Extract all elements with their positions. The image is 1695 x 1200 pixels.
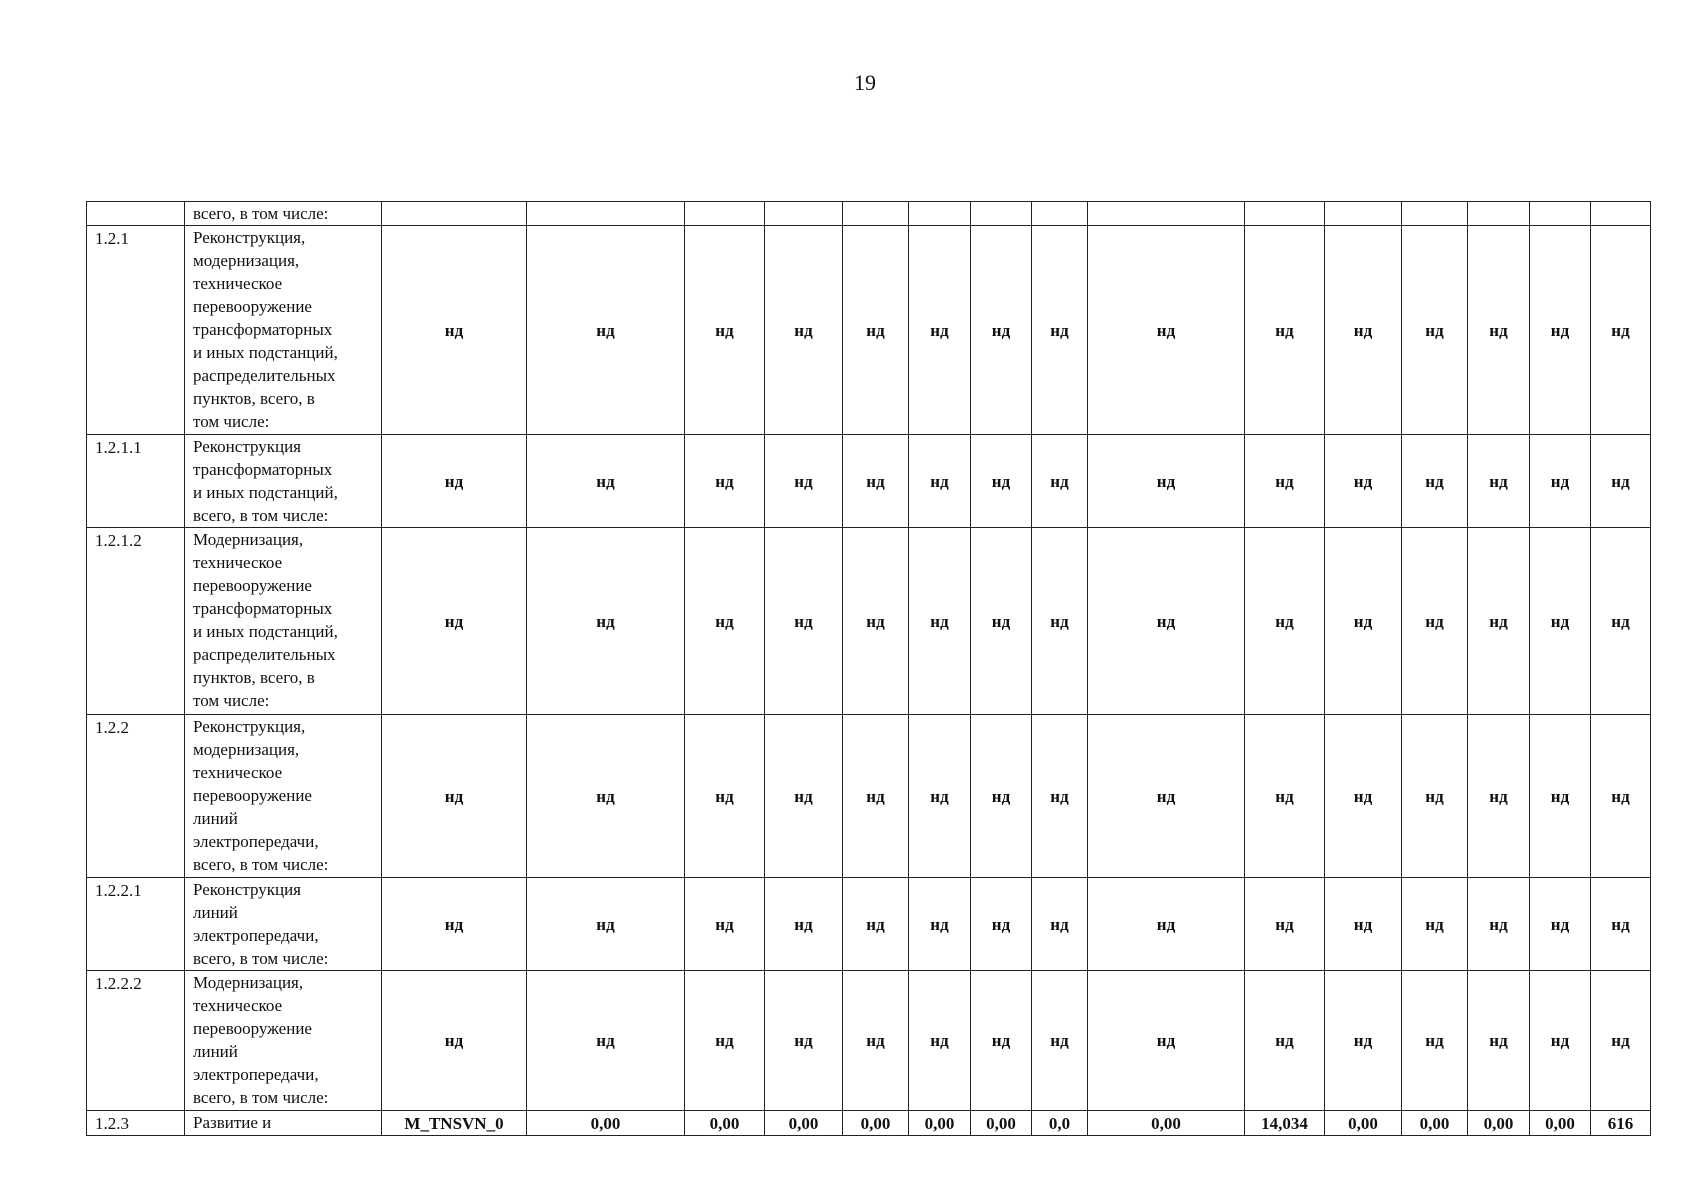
value-cell: нд (685, 226, 765, 435)
row-name-cell: Реконструкция линий электропередачи, всего, в том числе: (185, 878, 382, 971)
value-cell: нд (1591, 971, 1651, 1111)
value-cell: 0,00 (1325, 1111, 1402, 1136)
row-number-cell: 1.2.1.1 (87, 435, 185, 528)
value-cell (971, 202, 1032, 226)
value-cell: 0,00 (527, 1111, 685, 1136)
row-number-cell: 1.2.2.1 (87, 878, 185, 971)
value-cell: нд (1032, 715, 1088, 878)
value-cell: нд (971, 878, 1032, 971)
value-cell: нд (1325, 878, 1402, 971)
value-cell: нд (843, 878, 909, 971)
value-cell: нд (1591, 435, 1651, 528)
value-cell: нд (382, 435, 527, 528)
value-cell: 0,00 (1088, 1111, 1245, 1136)
value-cell: 0,00 (1468, 1111, 1530, 1136)
value-cell: 0,00 (909, 1111, 971, 1136)
row-number-cell (87, 202, 185, 226)
value-cell: нд (1088, 971, 1245, 1111)
value-cell: нд (1402, 715, 1468, 878)
value-cell: 0,00 (685, 1111, 765, 1136)
value-cell: нд (1032, 971, 1088, 1111)
value-cell: 0,00 (765, 1111, 843, 1136)
value-cell: нд (1245, 226, 1325, 435)
value-cell: нд (765, 435, 843, 528)
value-cell: нд (382, 715, 527, 878)
table-row (87, 715, 1651, 878)
value-cell: нд (1245, 878, 1325, 971)
value-cell: 0,00 (843, 1111, 909, 1136)
table-body (87, 202, 1651, 1136)
value-cell: нд (1402, 878, 1468, 971)
value-cell: нд (1245, 971, 1325, 1111)
value-cell: нд (685, 528, 765, 715)
value-cell: нд (1032, 528, 1088, 715)
value-cell: нд (1402, 226, 1468, 435)
value-cell: нд (527, 971, 685, 1111)
value-cell: нд (1325, 226, 1402, 435)
table-row (87, 528, 1651, 715)
value-cell: нд (843, 435, 909, 528)
value-cell: нд (1032, 226, 1088, 435)
value-cell: нд (1591, 528, 1651, 715)
value-cell (1591, 202, 1651, 226)
value-cell: нд (1530, 971, 1591, 1111)
value-cell: нд (1468, 226, 1530, 435)
row-number-cell: 1.2.2 (87, 715, 185, 878)
value-cell (1325, 202, 1402, 226)
page-number: 19 (854, 70, 876, 95)
value-cell: нд (1468, 971, 1530, 1111)
value-cell: нд (527, 226, 685, 435)
value-cell (685, 202, 765, 226)
value-cell: нд (1530, 878, 1591, 971)
value-cell: нд (1530, 715, 1591, 878)
value-cell: нд (1468, 528, 1530, 715)
value-cell: нд (1468, 715, 1530, 878)
value-cell (1245, 202, 1325, 226)
value-cell: нд (1591, 226, 1651, 435)
value-cell: нд (765, 715, 843, 878)
value-cell (527, 202, 685, 226)
row-name-cell: Модернизация, техническое перевооружение линий электропередачи, всего, в том числе: (185, 971, 382, 1111)
value-cell: нд (1088, 528, 1245, 715)
value-cell: нд (843, 226, 909, 435)
value-cell: нд (1402, 435, 1468, 528)
value-cell: нд (1530, 226, 1591, 435)
value-cell: нд (909, 971, 971, 1111)
row-name-cell: Развитие и (185, 1111, 382, 1136)
value-cell (1530, 202, 1591, 226)
value-cell: нд (909, 715, 971, 878)
value-cell: нд (1591, 878, 1651, 971)
value-cell: нд (527, 878, 685, 971)
value-cell: нд (382, 878, 527, 971)
value-cell: M_TNSVN_0 (382, 1111, 527, 1136)
value-cell: нд (1468, 435, 1530, 528)
value-cell (765, 202, 843, 226)
value-cell: 0,00 (971, 1111, 1032, 1136)
table-row (87, 226, 1651, 435)
value-cell: нд (765, 878, 843, 971)
value-cell: нд (1245, 715, 1325, 878)
value-cell: нд (1530, 528, 1591, 715)
value-cell: нд (971, 528, 1032, 715)
value-cell: нд (843, 528, 909, 715)
value-cell: нд (1088, 878, 1245, 971)
value-cell: нд (909, 435, 971, 528)
row-name-cell: всего, в том числе: (185, 202, 382, 226)
value-cell: нд (1325, 715, 1402, 878)
value-cell: нд (971, 715, 1032, 878)
row-number-cell: 1.2.1 (87, 226, 185, 435)
value-cell: нд (765, 971, 843, 1111)
value-cell: нд (382, 528, 527, 715)
value-cell: нд (382, 226, 527, 435)
value-cell: нд (527, 528, 685, 715)
value-cell: 14,034 (1245, 1111, 1325, 1136)
value-cell (1402, 202, 1468, 226)
table-row (87, 202, 1651, 226)
value-cell: нд (1530, 435, 1591, 528)
row-name-cell: Реконструкция, модернизация, техническое перевооружение линий электропередачи, всего, в том числе: (185, 715, 382, 878)
value-cell: нд (1468, 878, 1530, 971)
row-name-cell: Модернизация, техническое перевооружение трансформаторных и иных подстанций, распределительных пунктов, всего, в том числе: (185, 528, 382, 715)
value-cell: нд (1032, 435, 1088, 528)
table-row (87, 971, 1651, 1111)
value-cell: нд (909, 528, 971, 715)
data-table (86, 201, 1651, 1136)
value-cell: нд (685, 878, 765, 971)
value-cell: нд (1088, 226, 1245, 435)
value-cell: 0,0 (1032, 1111, 1088, 1136)
value-cell: нд (685, 435, 765, 528)
value-cell (1032, 202, 1088, 226)
value-cell (1468, 202, 1530, 226)
value-cell: нд (1088, 715, 1245, 878)
value-cell: нд (765, 528, 843, 715)
value-cell: нд (971, 971, 1032, 1111)
row-number-cell: 1.2.2.2 (87, 971, 185, 1111)
value-cell (843, 202, 909, 226)
value-cell: нд (843, 971, 909, 1111)
value-cell: нд (1245, 528, 1325, 715)
value-cell: нд (1325, 528, 1402, 715)
value-cell (909, 202, 971, 226)
value-cell: 0,00 (1402, 1111, 1468, 1136)
value-cell: нд (971, 226, 1032, 435)
value-cell: нд (909, 226, 971, 435)
value-cell: нд (765, 226, 843, 435)
row-number-cell: 1.2.1.2 (87, 528, 185, 715)
value-cell: нд (843, 715, 909, 878)
row-name-cell: Реконструкция трансформаторных и иных подстанций, всего, в том числе: (185, 435, 382, 528)
table-row (87, 878, 1651, 971)
table-row (87, 1111, 1651, 1136)
value-cell: нд (527, 715, 685, 878)
value-cell: нд (1325, 435, 1402, 528)
value-cell: нд (685, 715, 765, 878)
value-cell: нд (685, 971, 765, 1111)
value-cell: нд (1032, 878, 1088, 971)
value-cell: 0,00 (1530, 1111, 1591, 1136)
value-cell (382, 202, 527, 226)
row-number-cell: 1.2.3 (87, 1111, 185, 1136)
value-cell (1088, 202, 1245, 226)
value-cell: нд (1402, 971, 1468, 1111)
value-cell: нд (971, 435, 1032, 528)
value-cell: нд (527, 435, 685, 528)
value-cell: нд (1245, 435, 1325, 528)
table-row (87, 435, 1651, 528)
value-cell: нд (1402, 528, 1468, 715)
value-cell: нд (1325, 971, 1402, 1111)
value-cell: нд (382, 971, 527, 1111)
value-cell: нд (1088, 435, 1245, 528)
value-cell: нд (1591, 715, 1651, 878)
value-cell: нд (909, 878, 971, 971)
row-name-cell: Реконструкция, модернизация, техническое перевооружение трансформаторных и иных подстанций, распределительных пунктов, всего, в том числе: (185, 226, 382, 435)
value-cell: 616 (1591, 1111, 1651, 1136)
